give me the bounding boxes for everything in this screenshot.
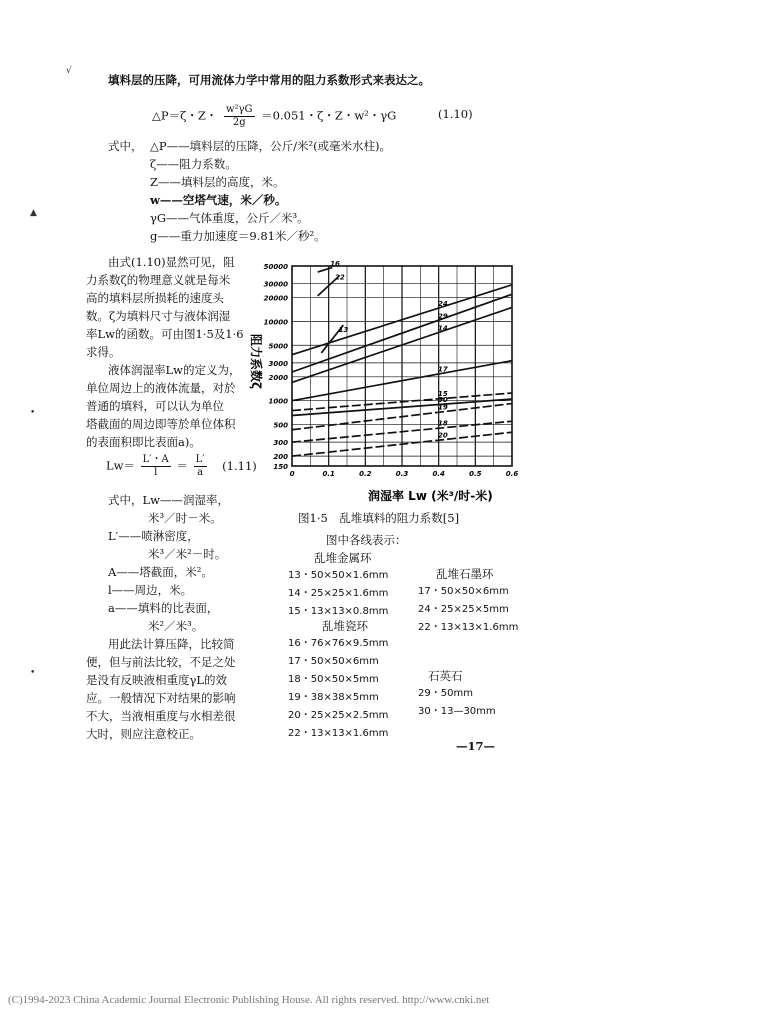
para1-line: 高的填料层所损耗的速度头 [86, 291, 224, 305]
para2-line: 液体润湿率Lw的定义为， [108, 363, 241, 377]
def-line: 式中，Lw——润湿率， [108, 493, 229, 507]
def-line: 米³／米²－时。 [148, 547, 227, 561]
series-line [318, 267, 333, 272]
legend-heading: 图中各线表示： [326, 533, 407, 547]
x-tick-label: 0.2 [359, 470, 372, 478]
y-tick-label: 20000 [263, 294, 288, 303]
eq-fraction [224, 104, 255, 129]
equation-1-11 [106, 454, 257, 479]
margin-mark: • [30, 408, 36, 418]
y-tick-label: 30000 [263, 280, 288, 289]
eq111-fraction-1 [141, 454, 171, 479]
para1-line: 求得。 [86, 345, 121, 359]
where-prefix: 式中， [108, 139, 143, 153]
y-tick-label: 50000 [263, 263, 288, 271]
series-label: 14 [438, 324, 448, 333]
x-axis-label: 润湿率 Lw (米³/时-米) [368, 489, 493, 503]
legend-item: 17・50×50×6mm [418, 586, 509, 597]
where-item: w——空塔气速，米／秒。 [150, 193, 287, 207]
eq111-num1: L′・A [142, 454, 169, 465]
legend-item: 22・13×13×1.6mm [288, 728, 389, 739]
series-label: 18 [438, 419, 448, 428]
eq111-number: (1.11) [222, 458, 257, 473]
where-item: ζ——阻力系数。 [150, 157, 237, 171]
legend-item: 19・38×38×5mm [288, 692, 379, 703]
para2-line: 单位周边上的液体流量，对於 [86, 381, 236, 395]
y-tick-label: 300 [273, 439, 288, 448]
para1-line: 率Lw的函数。可由图1·5及1·6 [86, 327, 244, 341]
copyright-footer: (C)1994-2023 China Academic Journal Electronic Publishing House. All rights reserved. http://www.cnki.net [8, 994, 490, 1006]
x-tick-label: 0.1 [322, 470, 335, 478]
eq111-den1: l [154, 467, 158, 478]
resistance-coefficient-chart [240, 254, 530, 506]
para1-line: 力系数ζ的物理意义就是每米 [86, 273, 231, 287]
where-item: △P——填料层的压降，公斤/米²(或毫米水柱)。 [150, 139, 392, 153]
series-label: 30 [438, 395, 448, 404]
legend-group-title: 乱堆瓷环 [322, 619, 368, 633]
intro-text: 填料层的压降，可用流体力学中常用的阻力系数形式来表达之。 [108, 73, 430, 87]
eq111-num2: L′ [195, 454, 205, 465]
legend-item: 30・13—30mm [418, 706, 496, 717]
x-tick-label: 0.6 [505, 470, 519, 478]
y-axis-label: 阻力系数ζ [249, 334, 263, 390]
legend-item: 14・25×25×1.6mm [288, 588, 389, 599]
eq-numerator: w²γG [225, 104, 253, 115]
legend-item: 16・76×76×9.5mm [288, 638, 389, 649]
series-label: 17 [438, 365, 448, 374]
margin-mark: √ [66, 66, 72, 76]
para2-line: 普通的填料，可以认为单位 [86, 399, 224, 413]
para1-line: 由式(1.10)显然可见，阻 [108, 255, 235, 269]
x-tick-label: 0.3 [395, 470, 409, 478]
eq111-den2: a [197, 467, 204, 478]
figure-caption: 图1·5 乱堆填料的阻力系数[5] [298, 511, 460, 525]
para3-line: 大时，则应注意校正。 [86, 727, 201, 741]
y-tick-label: 200 [273, 453, 288, 462]
y-tick-label: 1000 [268, 397, 288, 406]
series-label: 15 [438, 390, 448, 399]
legend-group-title: 乱堆金属环 [314, 551, 372, 565]
y-tick-label: 3000 [268, 359, 288, 368]
def-line: l——周边，米。 [108, 583, 193, 597]
page-number: —17— [456, 739, 496, 753]
para2-line: 的表面积即比表面a)。 [86, 435, 201, 449]
y-tick-label: 5000 [268, 342, 288, 351]
eq-rhs: ＝0.051・ζ・Z・w²・γG [261, 108, 397, 123]
where-item: γG——气体重度，公斤／米³。 [150, 211, 309, 225]
series-label: 24 [438, 300, 448, 309]
legend-item: 17・50×50×6mm [288, 656, 379, 667]
equation-1-10 [152, 104, 396, 129]
def-line: L′——喷淋密度， [108, 529, 199, 543]
legend-item: 18・50×50×5mm [288, 674, 379, 685]
legend-group-title: 乱堆石墨环 [436, 567, 494, 581]
def-line: a——填料的比表面， [108, 601, 219, 615]
para1-line: 数。ζ为填料尺寸与液体润湿 [86, 309, 231, 323]
def-line: 米²／米³。 [148, 619, 204, 633]
series-label: 20 [438, 431, 448, 440]
series-label: 29 [438, 312, 448, 321]
eq-denominator: 2g [232, 117, 246, 128]
def-line: 米³／时－米。 [148, 511, 222, 525]
x-tick-label: 0.4 [432, 470, 445, 478]
series-label: 16 [330, 260, 340, 269]
equation-number: (1.10) [438, 107, 473, 121]
y-tick-label: 150 [273, 463, 288, 471]
para3-line: 应。一般情况下对结果的影响 [86, 691, 236, 705]
eq111-fraction-2 [194, 454, 207, 479]
legend-item: 22・13×13×1.6mm [418, 622, 519, 633]
para2-line: 塔截面的周边即等於单位体积 [86, 417, 236, 431]
eq111-equals: ＝ [176, 458, 188, 473]
eq-lhs: △P＝ζ・Z・ [152, 108, 218, 123]
y-tick-label: 500 [273, 421, 288, 430]
legend-item: 13・50×50×1.6mm [288, 570, 389, 581]
para3-line: 便，但与前法比较，不足之处 [86, 655, 236, 669]
def-line: A——塔截面，米²。 [108, 565, 213, 579]
series-label: 19 [438, 403, 448, 412]
x-tick-label: 0.5 [469, 470, 482, 478]
legend-item: 24・25×25×5mm [418, 604, 509, 615]
legend-item: 29・50mm [418, 688, 473, 699]
para3-line: 用此法计算压降，比较简 [108, 637, 235, 651]
series-label: 13 [338, 325, 349, 334]
legend-group-title: 石英石 [428, 669, 463, 683]
para3-line: 不大，当液相重度与水相差很 [86, 709, 236, 723]
series-label: 22 [334, 273, 345, 282]
margin-mark: • [30, 668, 36, 678]
para3-line: 是没有反映液相重度γL的效 [86, 673, 228, 687]
where-item: Z——填料层的高度，米。 [150, 175, 285, 189]
margin-mark: ▲ [30, 208, 37, 218]
y-tick-label: 2000 [268, 373, 288, 382]
legend-item: 15・13×13×0.8mm [288, 606, 389, 617]
y-tick-label: 10000 [263, 318, 288, 327]
where-item: g——重力加速度＝9.81米／秒²。 [150, 229, 326, 243]
legend-item: 20・25×25×2.5mm [288, 710, 389, 721]
eq111-lhs: Lw＝ [106, 458, 135, 473]
x-tick-label: 0 [289, 470, 295, 478]
